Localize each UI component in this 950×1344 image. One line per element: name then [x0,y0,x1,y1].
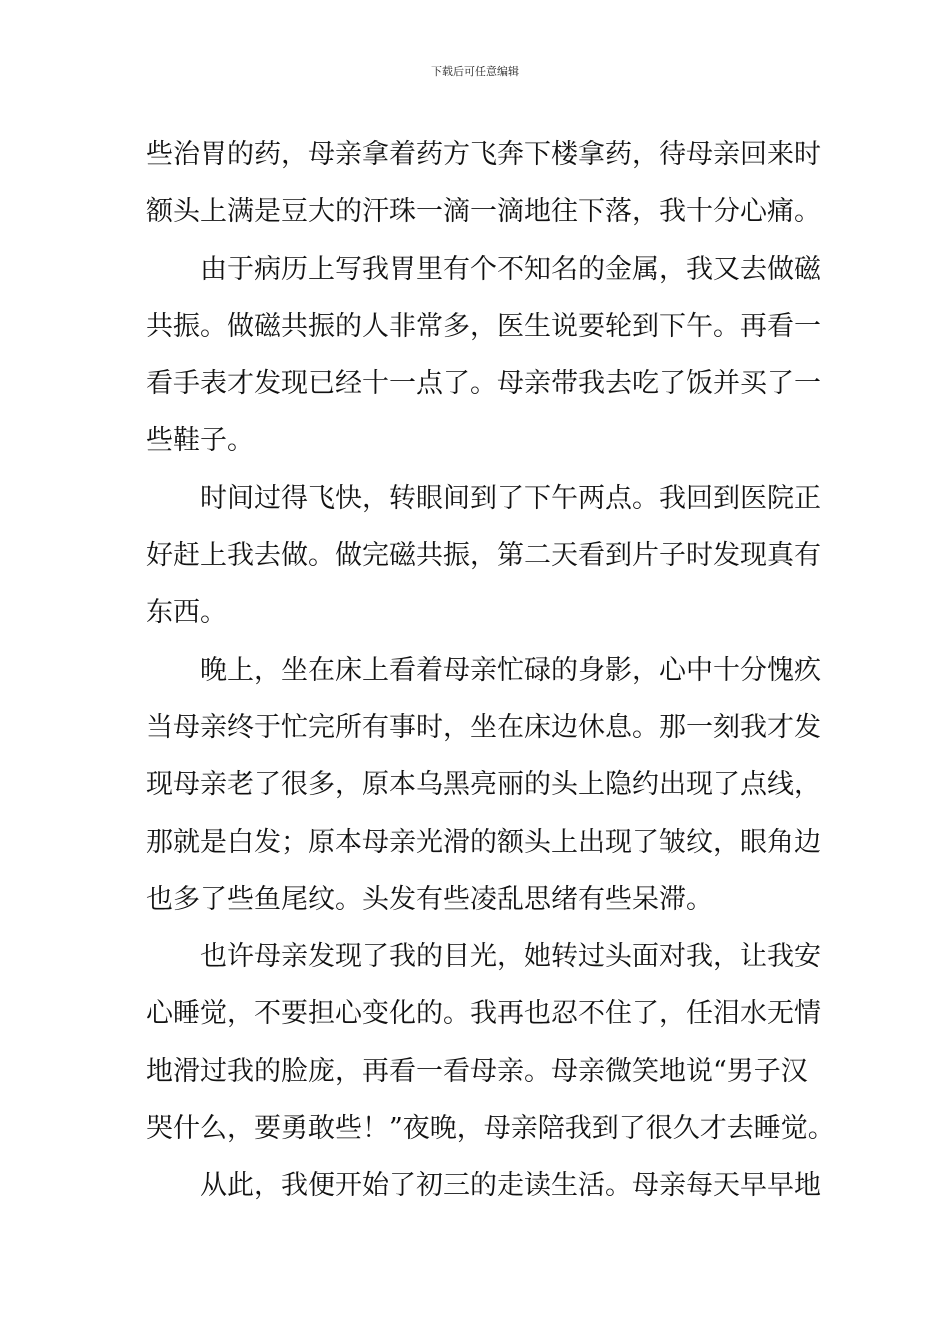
paragraph-start-line: 时间过得飞快，转眼间到了下午两点。我回到医院正 [200,482,821,514]
text-line: 额头上满是豆大的汗珠一滴一滴地往下落，我十分心痛。 [146,196,821,228]
paragraph-start-line: 也许母亲发现了我的目光，她转过头面对我，让我安 [200,941,821,973]
text-line: 些治胃的药，母亲拿着药方飞奔下楼拿药，待母亲回来时 [146,139,821,170]
page-header: 下载后可任意编辑 [431,65,519,78]
text-line: 地滑过我的脸庞，再看一看母亲。母亲微笑地说“男子汉 [146,1055,808,1087]
paragraph-start-line: 从此，我便开始了初三的走读生活。母亲每天早早地 [200,1170,821,1202]
text-line: 看手表才发现已经十一点了。母亲带我去吃了饭并买了一 [146,368,821,400]
paragraph-start-line: 晚上，坐在床上看着母亲忙碌的身影，心中十分愧疚 [200,654,821,686]
text-line: 当母亲终于忙完所有事时，坐在床边休息。那一刻我才发 [146,711,821,743]
paragraph-start-line: 由于病历上写我胃里有个不知名的金属，我又去做磁 [200,253,821,285]
text-line: 共振。做磁共振的人非常多，医生说要轮到下午。再看一 [146,310,821,342]
text-line: 那就是白发；原本母亲光滑的额头上出现了皱纹，眼角边 [146,826,821,858]
text-line: 现母亲老了很多，原本乌黑亮丽的头上隐约出现了点线， [146,769,821,801]
text-line: 哭什么，要勇敢些！”夜晚，母亲陪我到了很久才去睡觉。 [146,1113,835,1145]
text-line: 东西。 [146,597,227,629]
text-line: 心睡觉，不要担心变化的。我再也忍不住了，任泪水无情 [146,998,821,1030]
document-body [146,126,835,1215]
text-line: 也多了些鱼尾纹。头发有些凌乱思绪有些呆滞。 [146,883,713,915]
text-line: 好赶上我去做。做完磁共振，第二天看到片子时发现真有 [146,540,821,572]
text-line: 些鞋子。 [146,425,254,457]
